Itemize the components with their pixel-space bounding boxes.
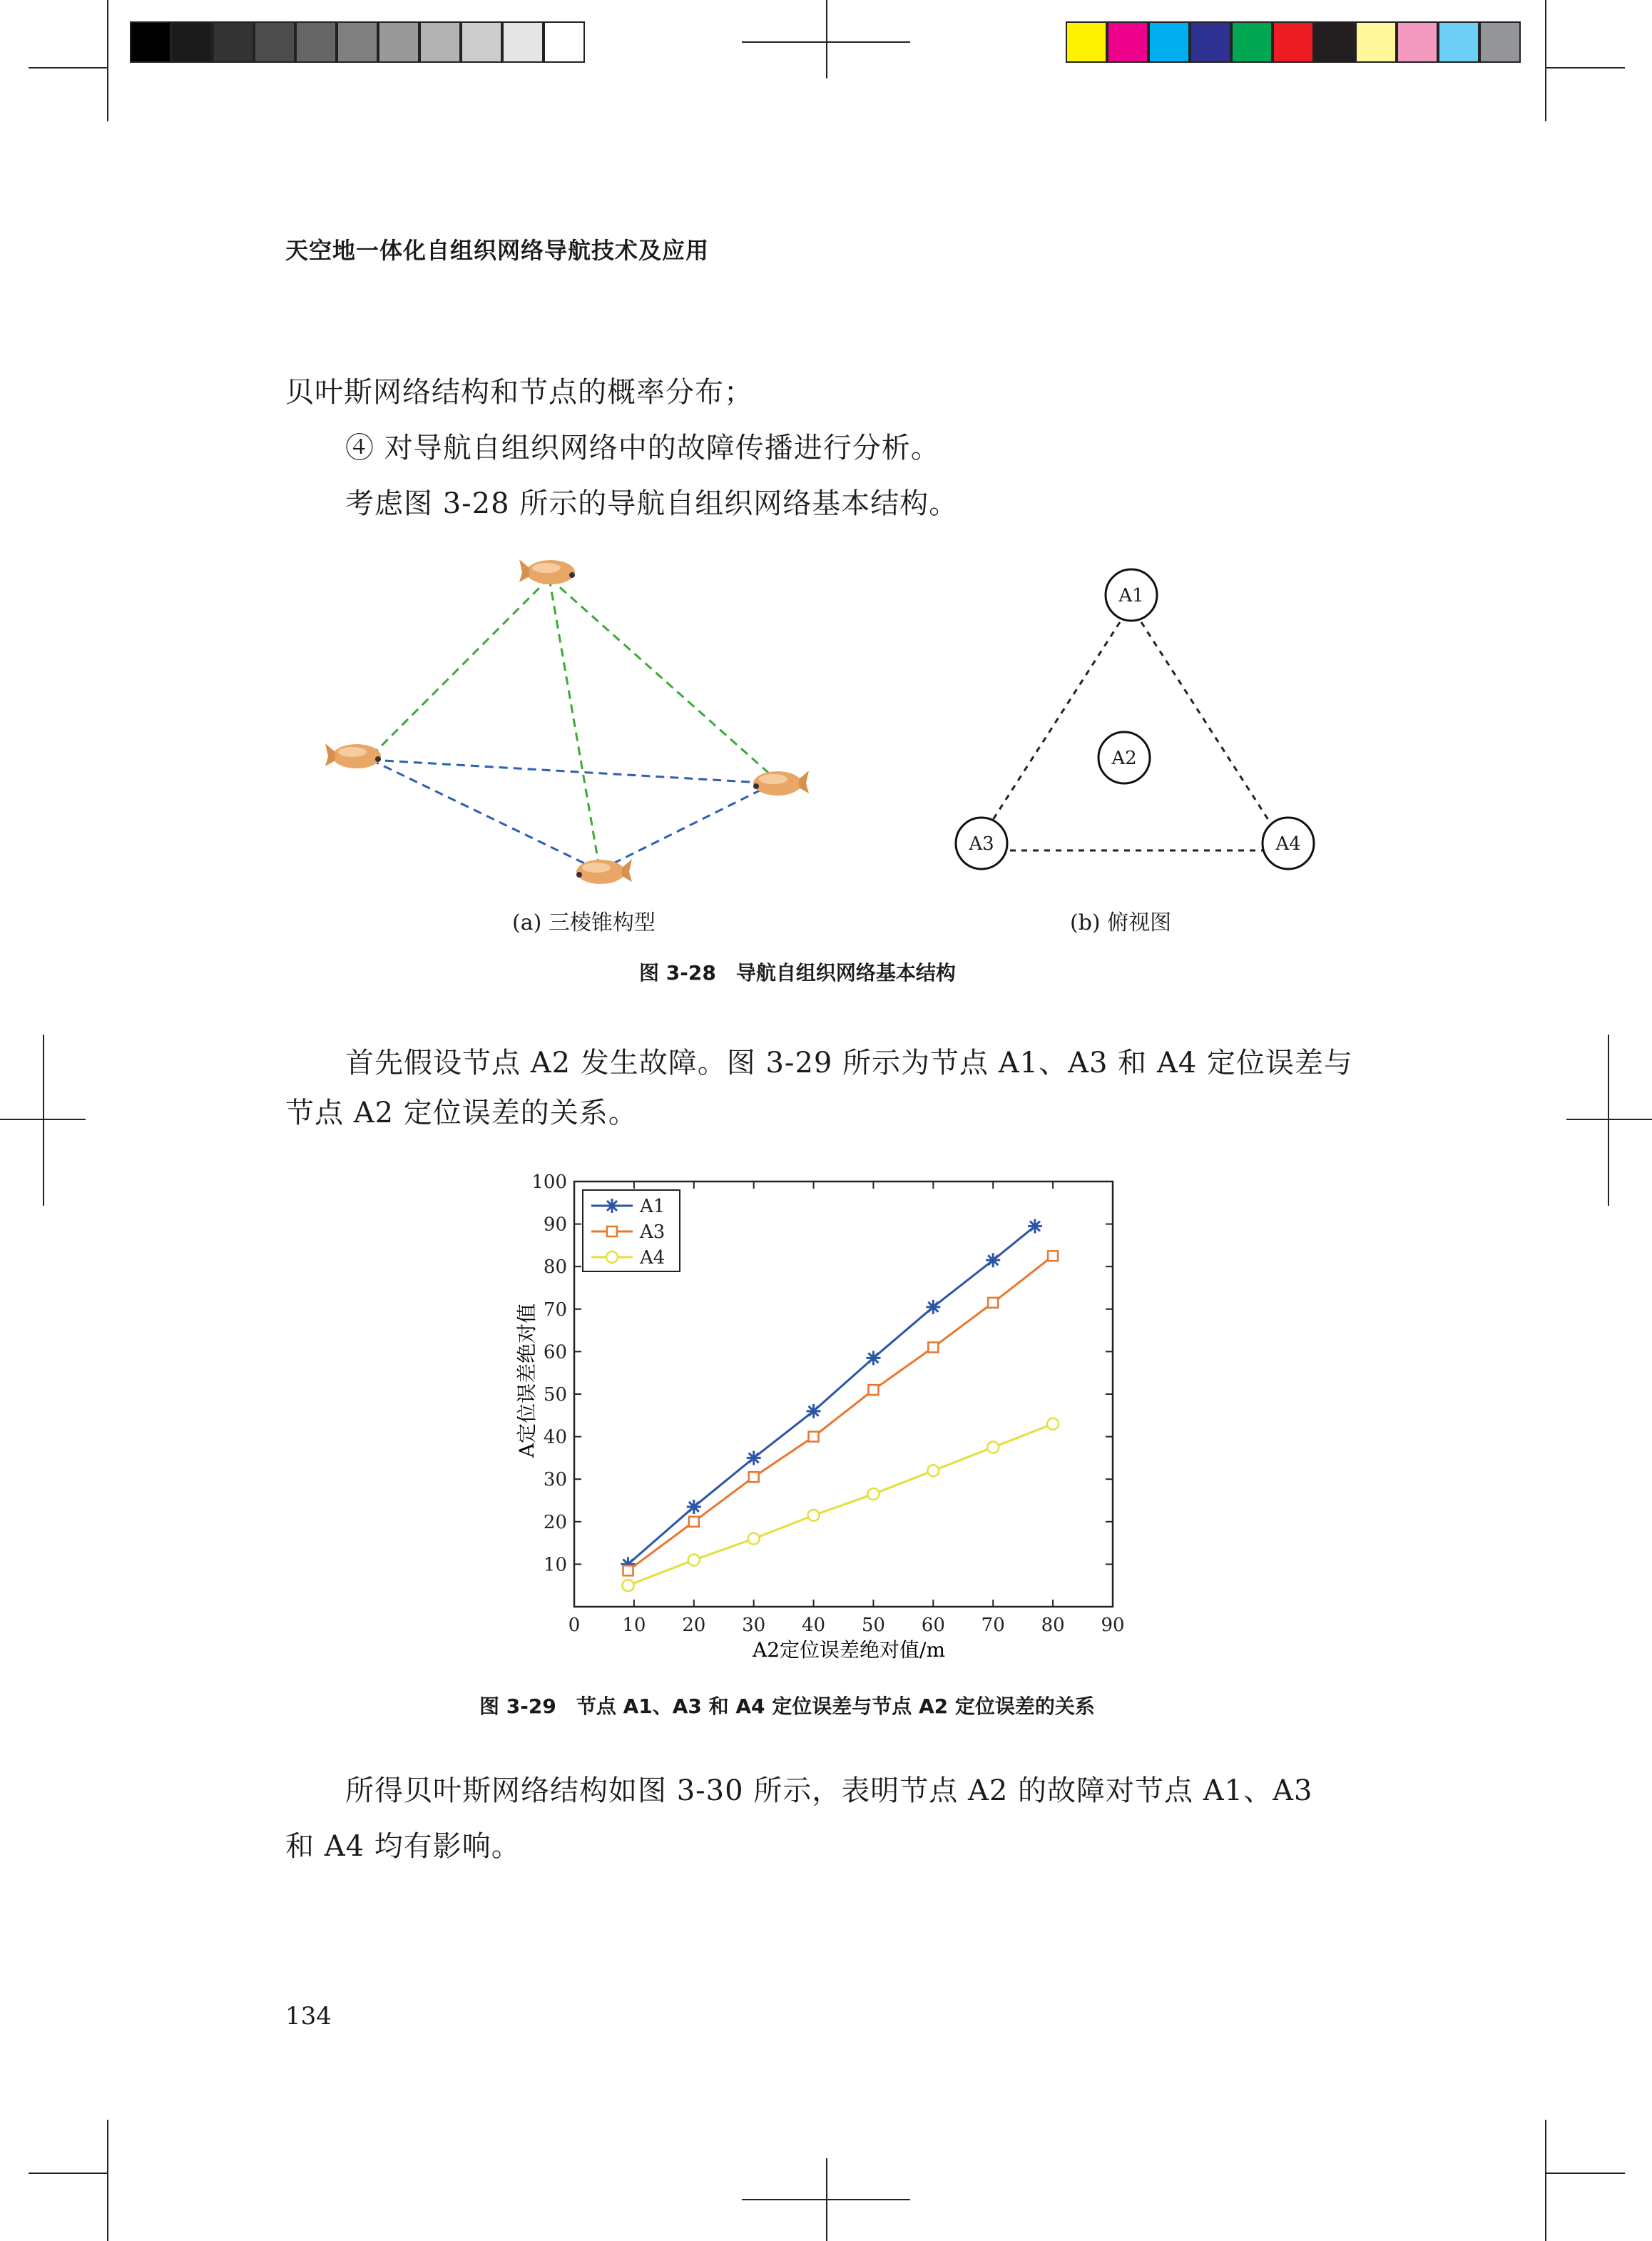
color-swatch xyxy=(1273,21,1314,63)
page-number: 134 xyxy=(285,2002,332,2031)
series-line-a1 xyxy=(628,1226,1035,1565)
gray-swatch xyxy=(213,21,254,63)
color-swatch xyxy=(1314,21,1355,63)
y-tick-label: 10 xyxy=(543,1554,567,1576)
edge xyxy=(371,578,549,756)
gray-swatch xyxy=(295,21,337,63)
node-a2 xyxy=(1098,732,1150,783)
figure-caption: 图 3-29 节点 A1、A3 和 A4 定位误差与节点 A2 定位误差的关系 xyxy=(479,1694,1095,1718)
data-point xyxy=(747,1450,761,1465)
airship-icon xyxy=(576,859,632,884)
node-a4 xyxy=(1263,818,1314,869)
data-point xyxy=(868,1385,878,1395)
data-point xyxy=(987,1442,999,1453)
legend-label: A3 xyxy=(640,1221,666,1243)
subcaption-a: (a) 三棱锥构型 xyxy=(512,910,656,935)
data-point xyxy=(928,1342,938,1352)
data-point xyxy=(689,1517,699,1527)
data-point xyxy=(809,1432,819,1442)
data-point xyxy=(927,1465,939,1476)
data-point xyxy=(606,1251,618,1263)
y-tick-label: 100 xyxy=(531,1172,567,1193)
green-edges xyxy=(371,578,774,867)
color-swatch xyxy=(1355,21,1397,63)
x-tick-label: 70 xyxy=(981,1615,1005,1636)
paragraph-line: 首先假设节点 A2 发生故障。图 3-29 所示为节点 A1、A3 和 A4 定位误差与 xyxy=(345,1047,1353,1079)
x-tick-label: 50 xyxy=(861,1615,885,1636)
gray-swatch xyxy=(419,21,461,63)
y-tick-label: 80 xyxy=(543,1256,567,1279)
x-tick-label: 30 xyxy=(742,1615,766,1636)
y-tick-label: 50 xyxy=(543,1384,567,1406)
gray-swatch xyxy=(502,21,544,63)
node-a3 xyxy=(956,818,1007,869)
node-a1 xyxy=(1106,569,1157,621)
data-point xyxy=(605,1199,619,1213)
svg-text:A1: A1 xyxy=(1118,585,1144,606)
svg-text:A4: A4 xyxy=(1275,833,1301,855)
edge xyxy=(549,578,774,778)
blue-edges xyxy=(371,760,774,870)
legend-label: A1 xyxy=(640,1196,666,1217)
color-swatch xyxy=(1107,21,1148,63)
data-point xyxy=(623,1565,633,1575)
paragraph-line: 所得贝叶斯网络结构如图 3-30 所示，表明节点 A2 的故障对节点 A1、A3 xyxy=(345,1774,1313,1807)
paragraph-line: 和 A4 均有影响。 xyxy=(285,1830,521,1863)
svg-text:A2: A2 xyxy=(1111,748,1137,769)
x-tick-label: 80 xyxy=(1041,1615,1065,1636)
running-head: 天空地一体化自组织网络导航技术及应用 xyxy=(285,237,710,264)
x-tick-label: 20 xyxy=(682,1615,706,1636)
y-tick-label: 40 xyxy=(543,1426,567,1448)
color-swatch xyxy=(1066,21,1107,63)
y-tick-label: 30 xyxy=(543,1469,567,1491)
color-swatch xyxy=(1479,21,1521,63)
data-point xyxy=(749,1472,759,1482)
gray-swatch xyxy=(461,21,502,63)
data-point xyxy=(748,1533,760,1545)
color-swatch xyxy=(1231,21,1273,63)
x-axis-label: A2定位误差绝对值/m xyxy=(752,1638,946,1662)
data-point xyxy=(1047,1418,1059,1430)
data-point xyxy=(1028,1219,1042,1234)
gray-swatch xyxy=(254,21,295,63)
y-tick-label: 70 xyxy=(543,1299,567,1321)
gray-swatch xyxy=(544,21,585,63)
top-view-diagram xyxy=(956,569,1314,869)
figure-3-29-chart xyxy=(499,1170,1141,1670)
y-tick-label: 20 xyxy=(543,1511,567,1533)
gray-swatch xyxy=(337,21,378,63)
edge xyxy=(599,783,774,870)
gray-swatch xyxy=(378,21,419,63)
paragraph-line: 考虑图 3-28 所示的导航自组织网络基本结构。 xyxy=(345,487,959,520)
paragraph-line: 节点 A2 定位误差的关系。 xyxy=(285,1097,638,1129)
airship-icon xyxy=(753,771,809,796)
data-point xyxy=(623,1580,634,1591)
data-point xyxy=(688,1554,700,1565)
edge xyxy=(549,578,599,867)
y-axis-label: A定位误差绝对值 xyxy=(515,1303,539,1458)
x-tick-label: 0 xyxy=(568,1615,581,1636)
pyramid-diagram xyxy=(325,559,809,884)
edge xyxy=(371,760,599,870)
data-point xyxy=(1048,1251,1058,1261)
color-swatch xyxy=(1190,21,1231,63)
paragraph-line: 贝叶斯网络结构和节点的概率分布； xyxy=(285,376,753,409)
x-tick-label: 40 xyxy=(802,1615,826,1636)
data-point xyxy=(607,1226,617,1236)
data-point xyxy=(988,1298,998,1308)
legend-label: A4 xyxy=(640,1247,666,1269)
color-swatch xyxy=(1438,21,1479,63)
color-swatch xyxy=(1397,21,1438,63)
color-swatch xyxy=(1148,21,1190,63)
paragraph-line: ④ 对导航自组织网络中的故障传播进行分析。 xyxy=(345,432,940,464)
airship-icon xyxy=(519,559,575,584)
gray-swatch xyxy=(130,21,171,63)
y-tick-label: 90 xyxy=(543,1214,567,1236)
subcaption-b: (b) 俯视图 xyxy=(1070,910,1172,935)
y-tick-label: 60 xyxy=(543,1341,567,1363)
figure-caption: 图 3-28 导航自组织网络基本结构 xyxy=(639,961,956,985)
airship-icon xyxy=(325,743,381,768)
x-tick-label: 10 xyxy=(622,1615,646,1636)
data-point xyxy=(867,1488,879,1500)
edge xyxy=(371,760,774,783)
gray-swatch xyxy=(171,21,213,63)
x-tick-label: 90 xyxy=(1101,1615,1125,1636)
data-point xyxy=(808,1510,820,1521)
figure-3-28 xyxy=(300,542,1355,942)
x-tick-label: 60 xyxy=(921,1615,945,1636)
svg-text:A3: A3 xyxy=(969,833,994,855)
